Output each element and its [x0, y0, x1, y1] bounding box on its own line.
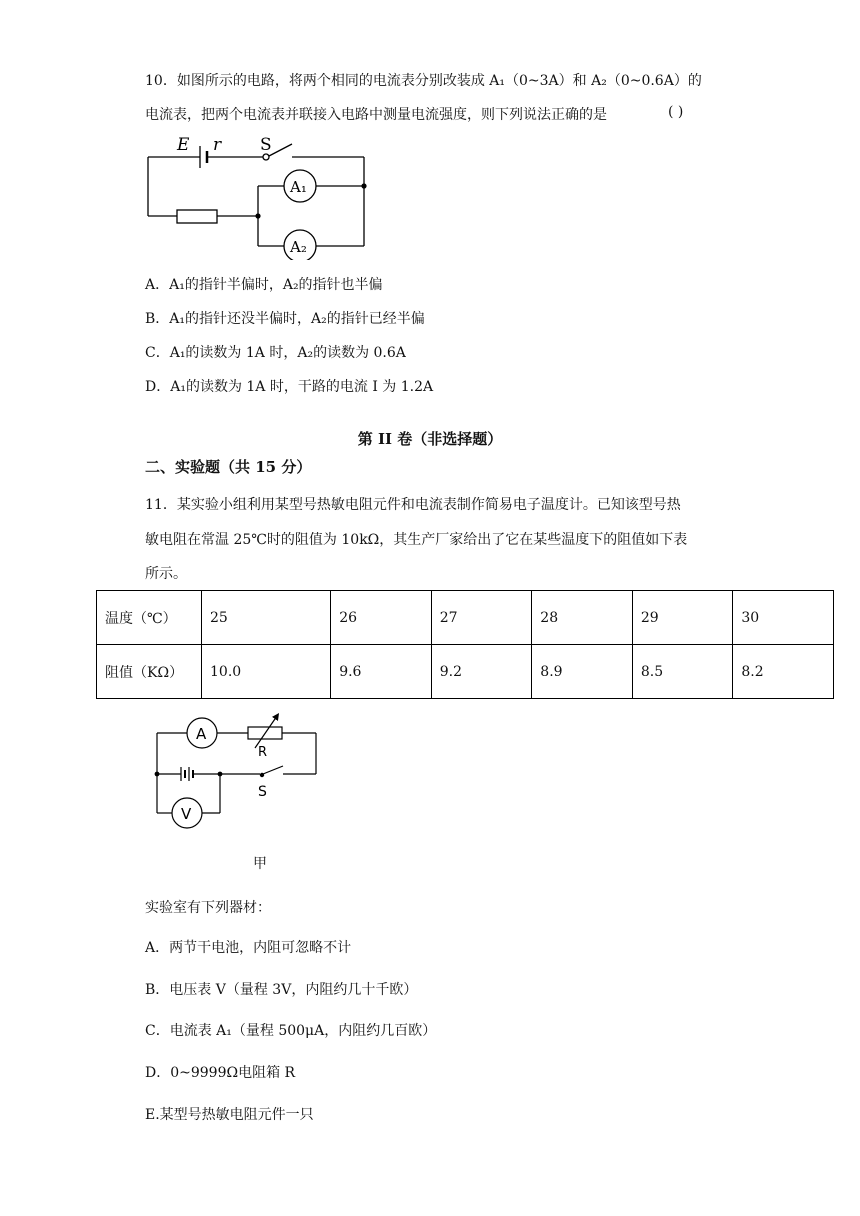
- label-S: S: [260, 135, 272, 155]
- table-cell: 28: [532, 591, 633, 645]
- equipment-item-d: D．0~9999Ω电阻箱 R: [145, 1065, 296, 1081]
- table-row: [97, 591, 834, 645]
- table-cell: 8.9: [532, 645, 633, 699]
- table-cell: 9.2: [431, 645, 532, 699]
- q10-option-b: B．A₁的指针还没半偏时，A₂的指针已经半偏: [145, 311, 425, 327]
- table-cell: 8.2: [733, 645, 834, 699]
- figure-caption: 甲: [253, 856, 267, 872]
- table-cell: 9.6: [331, 645, 432, 699]
- table-cell: 25: [202, 591, 331, 645]
- q10-option-d: D．A₁的读数为 1A 时，干路的电流 I 为 1.2A: [145, 379, 434, 395]
- label-V: V: [181, 805, 192, 823]
- equipment-intro: 实验室有下列器材：: [145, 900, 271, 916]
- q10-stem-line1: 10．如图所示的电路，将两个相同的电流表分别改装成 A₁（0~3A）和 A₂（0~0.6A）的: [145, 73, 702, 89]
- q10-circuit-diagram: [140, 130, 380, 260]
- q11-stem-line3: 所示。: [145, 566, 187, 582]
- table-cell: 27: [431, 591, 532, 645]
- label-r: r: [213, 135, 222, 155]
- label-R: R: [258, 745, 268, 760]
- label-A2: A₂: [290, 238, 307, 256]
- table-row-header: 温度（℃）: [97, 591, 202, 645]
- table-cell: 29: [632, 591, 733, 645]
- equipment-item-a: A．两节干电池，内阻可忽略不计: [145, 940, 352, 956]
- equipment-item-b: B．电压表 V（量程 3V，内阻约几十千欧）: [145, 982, 418, 998]
- table-cell: 10.0: [202, 645, 331, 699]
- label-S: S: [258, 784, 267, 800]
- q10-stem-line2: 电流表，把两个电流表并联接入电路中测量电流强度，则下列说法正确的是: [145, 107, 607, 123]
- table-cell: 30: [733, 591, 834, 645]
- section-title: 二、实验题（共 15 分）: [145, 458, 312, 476]
- q10-option-a: A．A₁的指针半偏时，A₂的指针也半偏: [145, 277, 383, 293]
- label-A1: A₁: [290, 178, 307, 196]
- equipment-item-e: E.某型号热敏电阻元件一只: [145, 1107, 314, 1123]
- q11-circuit-diagram: [150, 712, 325, 832]
- q11-stem-line2: 敏电阻在常温 25℃时的阻值为 10kΩ，其生产厂家给出了它在某些温度下的阻值如下表: [145, 532, 688, 548]
- resistance-table: [96, 590, 834, 699]
- label-A: A: [196, 725, 207, 743]
- equipment-item-c: C．电流表 A₁（量程 500μA，内阻约几百欧）: [145, 1023, 437, 1039]
- q10-option-c: C．A₁的读数为 1A 时，A₂的读数为 0.6A: [145, 345, 406, 361]
- table-cell: 8.5: [632, 645, 733, 699]
- table-row-header: 阻值（KΩ）: [97, 645, 202, 699]
- table-row: [97, 645, 834, 699]
- table-cell: 26: [331, 591, 432, 645]
- q10-answer-bracket: ( ): [668, 104, 684, 120]
- part2-title: 第 II 卷（非选择题）: [357, 430, 503, 448]
- q11-stem-line1: 11．某实验小组利用某型号热敏电阻元件和电流表制作简易电子温度计。已知该型号热: [145, 497, 681, 513]
- label-E: E: [177, 135, 190, 155]
